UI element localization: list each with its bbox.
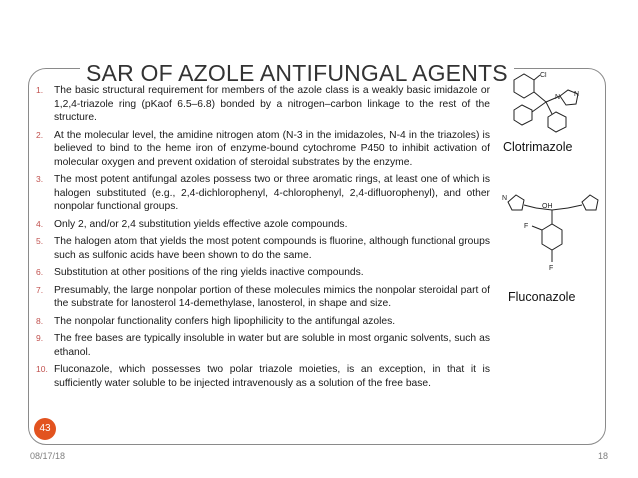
list-item <box>36 129 490 170</box>
list-item <box>36 266 490 280</box>
clotrimazole-caption: Clotrimazole <box>503 140 573 154</box>
page-number: 18 <box>597 451 608 461</box>
list-item <box>36 173 490 214</box>
item-text: Presumably, the large nonpolar portion of these molecules mimics the nonpolar steroidal part of the substrate for lanosterol 14-demethylase, lanosterol, in shape and size. <box>54 284 490 309</box>
slide-date: 08/17/18 <box>30 451 66 461</box>
list-item <box>36 84 490 125</box>
item-number: 3. <box>36 174 44 184</box>
item-number: 7. <box>36 284 44 295</box>
item-text: The nonpolar functionality confers high lipophilicity to the antifungal azoles. <box>54 315 396 327</box>
slide-badge: 43 <box>34 418 56 440</box>
item-number: 8. <box>36 315 44 326</box>
svg-text:OH: OH <box>542 203 553 210</box>
fluconazole-caption: Fluconazole <box>508 290 576 304</box>
item-text: The free bases are typically insoluble in water but are soluble in most organic solvents, such as ethanol. <box>54 333 490 358</box>
svg-text:F: F <box>549 265 554 272</box>
clotrimazole-structure <box>500 72 600 134</box>
svg-text:N: N <box>502 195 508 202</box>
list-item <box>36 218 490 232</box>
sar-list <box>36 84 490 394</box>
svg-text:N: N <box>555 94 561 101</box>
item-number: 4. <box>36 218 44 229</box>
list-item <box>36 315 490 329</box>
item-number: 1. <box>36 85 44 95</box>
item-number: 10. <box>36 364 48 374</box>
item-text: The basic structural requirement for members of the azole class is a weakly basic imidazole or 1,2,4-triazole ring (pKaof 6.5–6.8) bonded by a nitrogen–carbon linkage to the rest of the structure. <box>54 85 490 123</box>
item-number: 9. <box>36 333 44 343</box>
item-number: 5. <box>36 236 44 246</box>
item-text: Only 2, and/or 2,4 substitution yields effective azole compounds. <box>54 218 348 230</box>
fluconazole-structure <box>502 188 602 276</box>
svg-text:Cl: Cl <box>540 72 547 79</box>
item-text: Fluconazole, which possesses two polar triazole moieties, is an exception, in that it is sufficiently water soluble to be injected intravenously as a solution of the free base. <box>54 364 490 389</box>
item-number: 6. <box>36 267 44 277</box>
list-item <box>36 235 490 262</box>
list-item <box>36 284 490 311</box>
list-item <box>36 332 490 359</box>
item-text: The most potent antifungal azoles possess two or three aromatic rings, at least one of which is halogen substituted (e.g., 2,4-dichlorophenyl, 4-chlorophenyl, 2,4-difluorophenyl), and other nonpolar functional groups. <box>54 174 490 212</box>
list-item <box>36 363 490 390</box>
item-number: 2. <box>36 129 44 140</box>
svg-text:N: N <box>574 91 580 98</box>
slide-title: SAR OF AZOLE ANTIFUNGAL AGENTS <box>80 60 514 87</box>
svg-text:F: F <box>524 223 529 230</box>
item-text: At the molecular level, the amidine nitrogen atom (N-3 in the imidazoles, N-4 in the triazoles) is believed to bind to the heme iron of enzyme-bound cytochrome P450 to inhibit activation of molecular oxygen and prevent oxidation of steroidal substrates by the enzyme. <box>54 129 490 168</box>
item-text: The halogen atom that yields the most potent compounds is fluorine, although functional groups such as sulfonic acids have been shown to do the same. <box>54 236 490 261</box>
item-text: Substitution at other positions of the ring yields inactive compounds. <box>54 267 364 278</box>
